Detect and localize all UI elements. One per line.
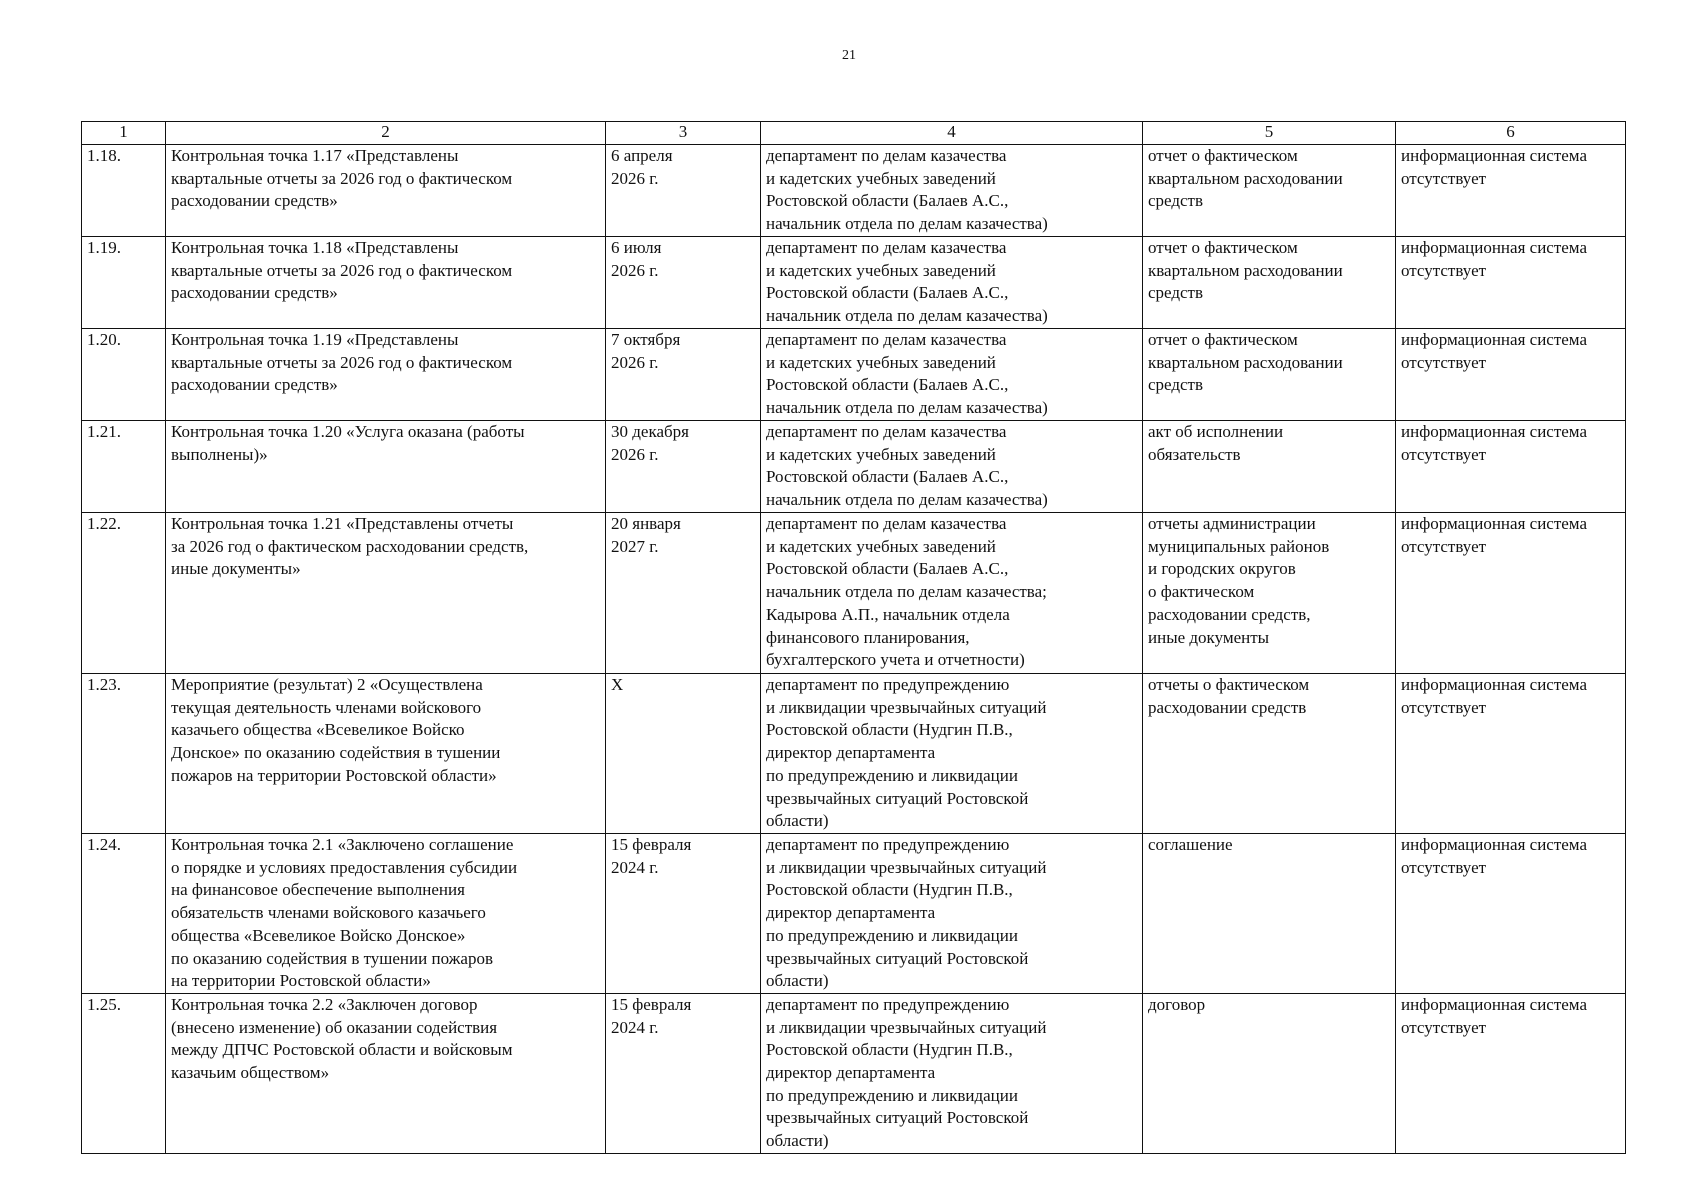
table-body [82,145,1626,1154]
page-number: 21 [842,48,856,63]
table-row [82,421,1626,513]
document-type: отчеты о фактическом расходовании средств [1143,674,1396,834]
information-system: информационная система отсутствует [1396,421,1626,513]
table-row [82,145,1626,237]
table-header [82,122,1626,145]
responsible-executor: департамент по предупреждению и ликвидации чрезвычайных ситуаций Ростовской области (Нудгин П.В., директор департамента по предупреждению и ликвидации чрезвычайных ситуаций Ростовской области) [761,674,1143,834]
row-number: 1.18. [82,145,166,237]
due-date: 15 февраля 2024 г. [606,993,761,1153]
row-number: 1.24. [82,834,166,994]
responsible-executor: департамент по предупреждению и ликвидации чрезвычайных ситуаций Ростовской области (Нудгин П.В., директор департамента по предупреждению и ликвидации чрезвычайных ситуаций Ростовской области) [761,834,1143,994]
document-type: акт об исполнении обязательств [1143,421,1396,513]
column-header-4: 4 [761,122,1143,145]
row-number: 1.19. [82,237,166,329]
event-name: Контрольная точка 1.21 «Представлены отчеты за 2026 год о фактическом расходовании средств, иные документы» [166,513,606,674]
due-date: 6 апреля 2026 г. [606,145,761,237]
due-date: 6 июля 2026 г. [606,237,761,329]
document-type: договор [1143,993,1396,1153]
information-system: информационная система отсутствует [1396,237,1626,329]
table-row [82,513,1626,674]
row-number: 1.21. [82,421,166,513]
column-header-1: 1 [82,122,166,145]
column-header-2: 2 [166,122,606,145]
row-number: 1.22. [82,513,166,674]
due-date: 20 января 2027 г. [606,513,761,674]
event-name: Контрольная точка 2.2 «Заключен договор (внесено изменение) об оказании содействия между ДПЧС Ростовской области и войсковым казачьим обществом» [166,993,606,1153]
plan-table [81,121,1626,1154]
event-name: Мероприятие (результат) 2 «Осуществлена текущая деятельность членами войскового казачьего общества «Всевеликое Войско Донское» по оказанию содействия в тушении пожаров на территории Ростовской области» [166,674,606,834]
document-type: отчет о фактическом квартальном расходовании средств [1143,329,1396,421]
row-number: 1.25. [82,993,166,1153]
table-row [82,834,1626,994]
due-date: 15 февраля 2024 г. [606,834,761,994]
information-system: информационная система отсутствует [1396,834,1626,994]
responsible-executor: департамент по делам казачества и кадетских учебных заведений Ростовской области (Балаев А.С., начальник отдела по делам казачества) [761,145,1143,237]
event-name: Контрольная точка 1.19 «Представлены квартальные отчеты за 2026 год о фактическом расходовании средств» [166,329,606,421]
information-system: информационная система отсутствует [1396,145,1626,237]
responsible-executor: департамент по предупреждению и ликвидации чрезвычайных ситуаций Ростовской области (Нудгин П.В., директор департамента по предупреждению и ликвидации чрезвычайных ситуаций Ростовской области) [761,993,1143,1153]
header-row [82,122,1626,145]
table-row [82,329,1626,421]
column-header-6: 6 [1396,122,1626,145]
row-number: 1.20. [82,329,166,421]
due-date: X [606,674,761,834]
due-date: 7 октября 2026 г. [606,329,761,421]
due-date: 30 декабря 2026 г. [606,421,761,513]
information-system: информационная система отсутствует [1396,329,1626,421]
responsible-executor: департамент по делам казачества и кадетских учебных заведений Ростовской области (Балаев А.С., начальник отдела по делам казачества; Кадырова А.П., начальник отдела финансового планирования, бухгалтерского учета и отчетности) [761,513,1143,674]
information-system: информационная система отсутствует [1396,993,1626,1153]
column-header-3: 3 [606,122,761,145]
document-type: соглашение [1143,834,1396,994]
table-row [82,993,1626,1153]
responsible-executor: департамент по делам казачества и кадетских учебных заведений Ростовской области (Балаев А.С., начальник отдела по делам казачества) [761,421,1143,513]
document-type: отчеты администрации муниципальных районов и городских округов о фактическом расходовании средств, иные документы [1143,513,1396,674]
information-system: информационная система отсутствует [1396,674,1626,834]
document-type: отчет о фактическом квартальном расходовании средств [1143,145,1396,237]
information-system: информационная система отсутствует [1396,513,1626,674]
event-name: Контрольная точка 2.1 «Заключено соглашение о порядке и условиях предоставления субсидии на финансовое обеспечение выполнения обязательств членами войскового казачьего общества «Всевеликое Войско Донское» по оказанию содействия в тушении пожаров на территории Ростовской области» [166,834,606,994]
event-name: Контрольная точка 1.20 «Услуга оказана (работы выполнены)» [166,421,606,513]
table-row [82,674,1626,834]
event-name: Контрольная точка 1.18 «Представлены квартальные отчеты за 2026 год о фактическом расходовании средств» [166,237,606,329]
responsible-executor: департамент по делам казачества и кадетских учебных заведений Ростовской области (Балаев А.С., начальник отдела по делам казачества) [761,237,1143,329]
responsible-executor: департамент по делам казачества и кадетских учебных заведений Ростовской области (Балаев А.С., начальник отдела по делам казачества) [761,329,1143,421]
document-type: отчет о фактическом квартальном расходовании средств [1143,237,1396,329]
event-name: Контрольная точка 1.17 «Представлены квартальные отчеты за 2026 год о фактическом расходовании средств» [166,145,606,237]
table-row [82,237,1626,329]
row-number: 1.23. [82,674,166,834]
column-header-5: 5 [1143,122,1396,145]
